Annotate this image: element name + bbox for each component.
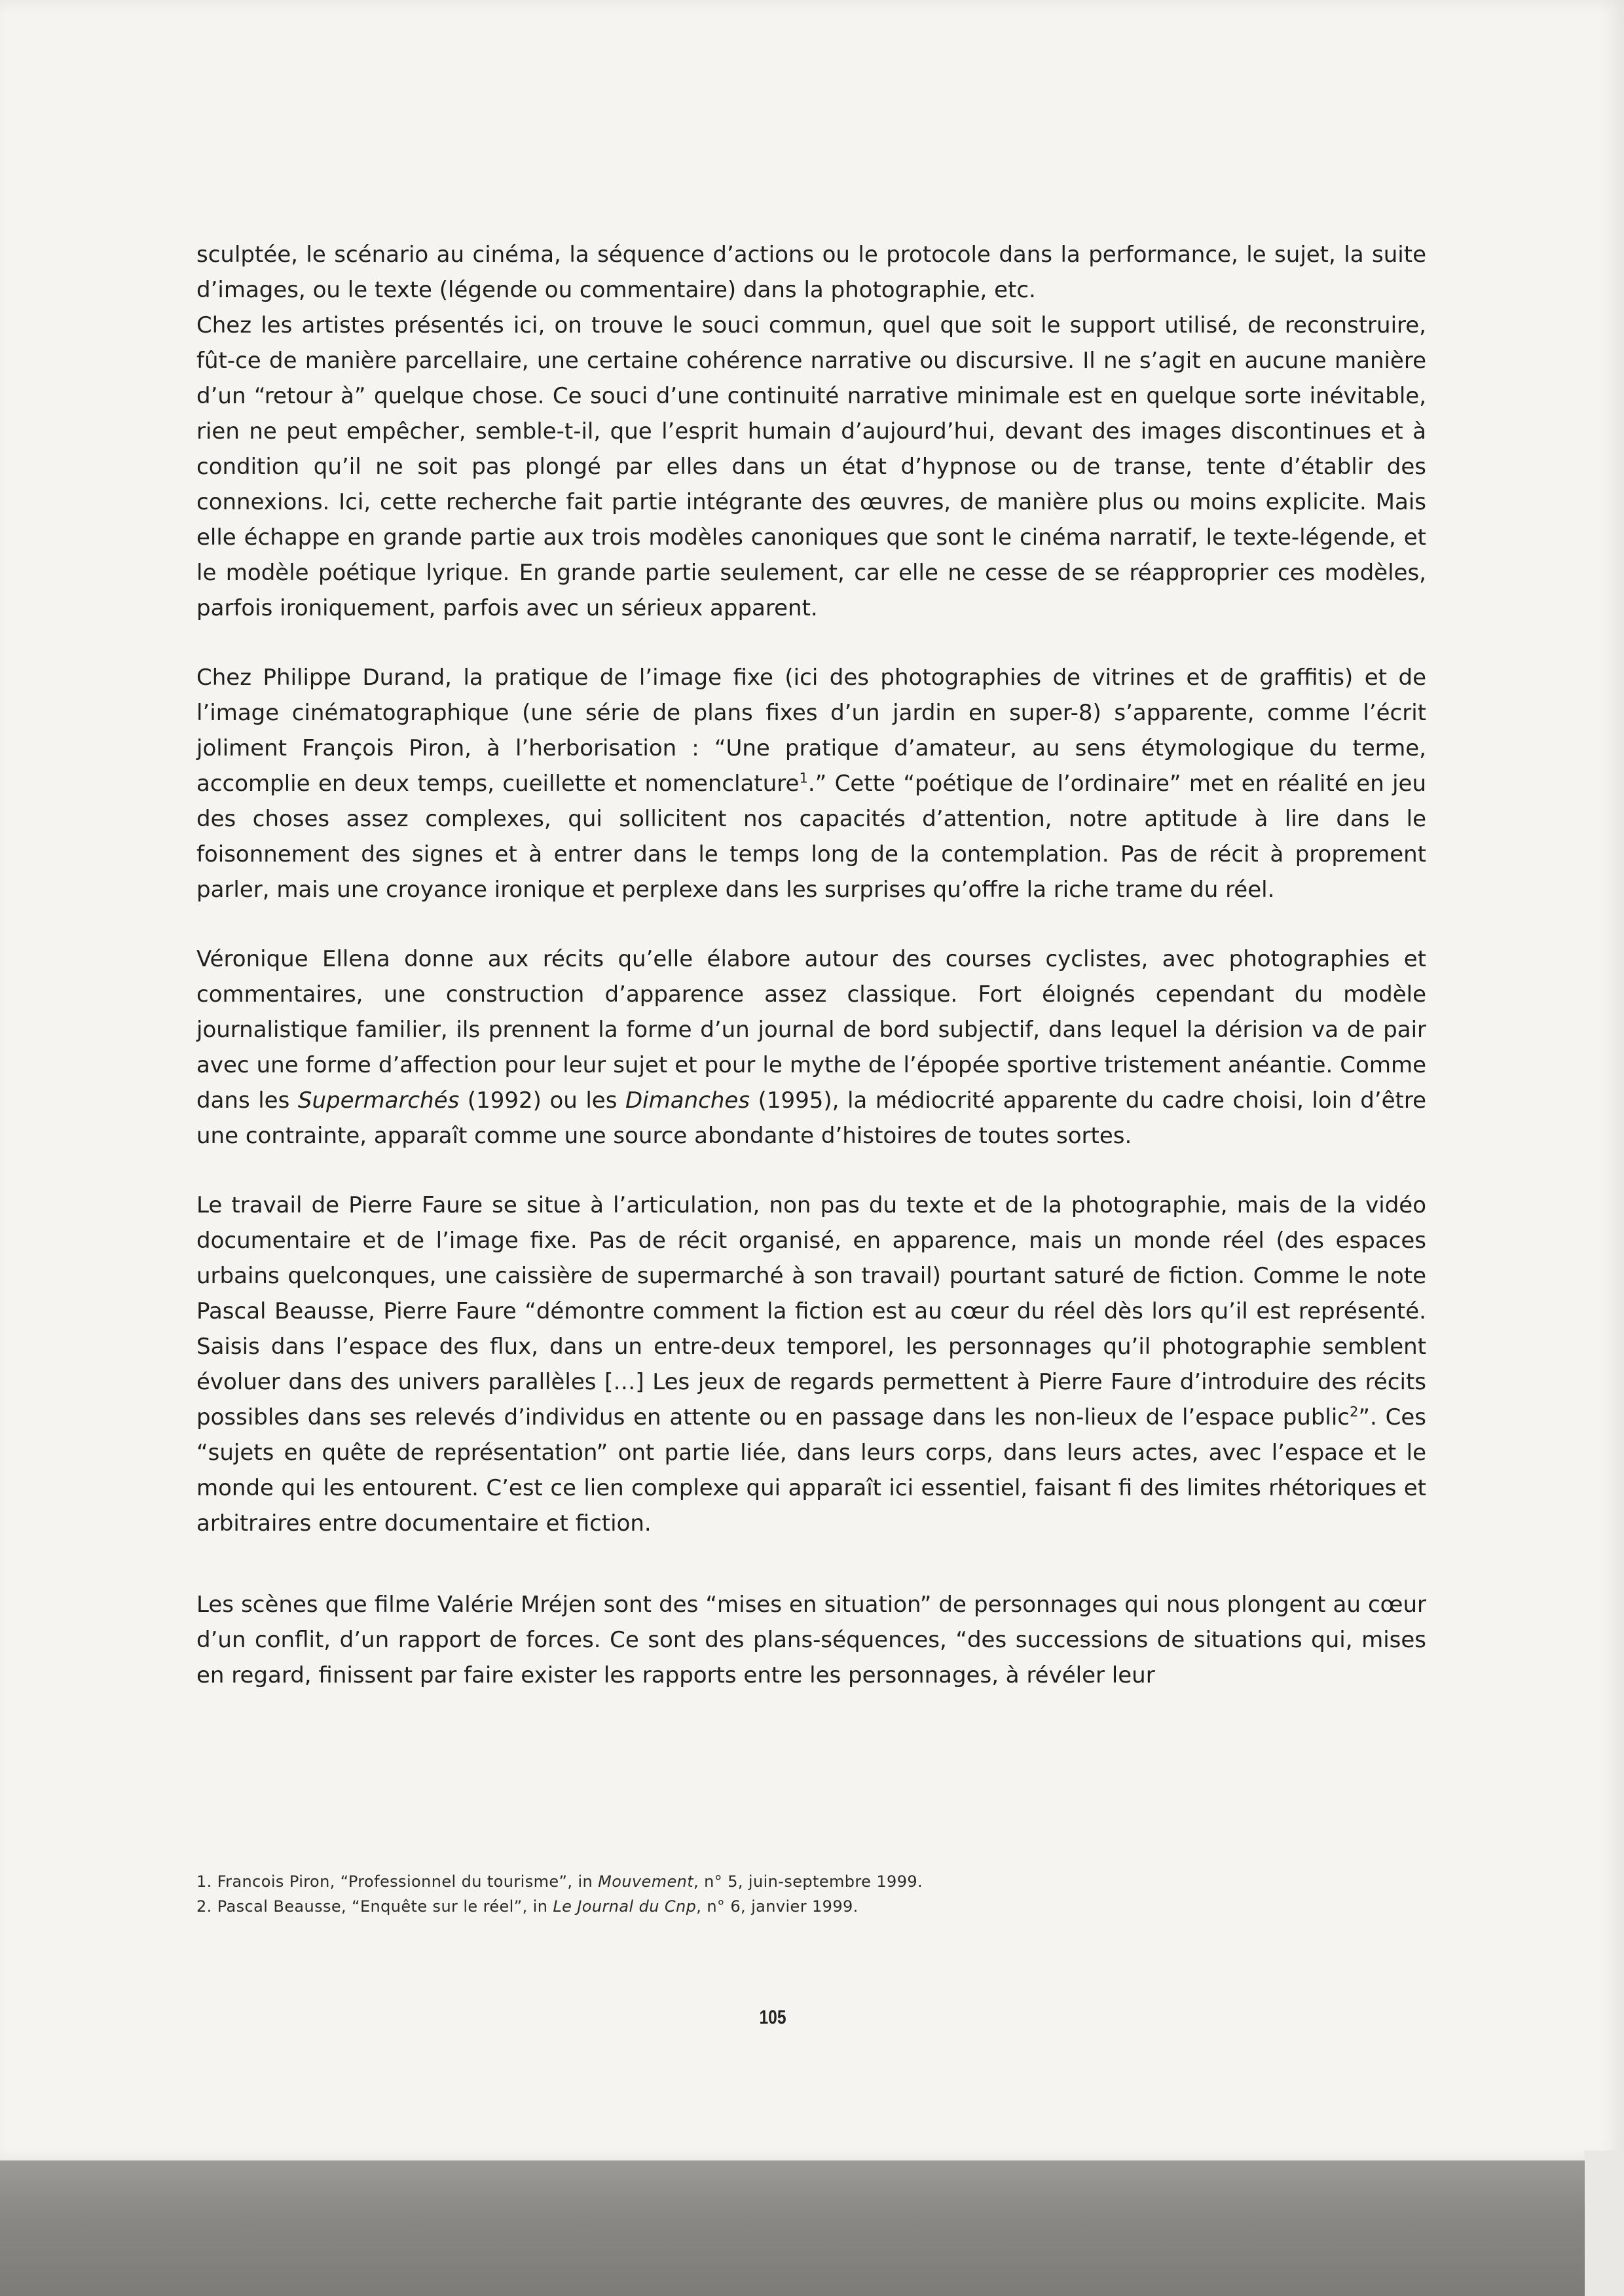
footnote-ref: 1	[799, 770, 808, 786]
paragraph-text: (1992) ou les	[459, 1087, 625, 1114]
paragraph-text: Le travail de Pierre Faure se situe à l’articulation, non pas du texte et de la photographie, mais de la vidéo documentaire et de l’image fixe. Pas de récit organisé, en apparence, mais un monde réel (des espaces urbains quelconques, une caissière de supermarché à son travail) pourtant saturé de fiction. Comme le note Pascal Beausse, Pierre Faure “démontre comment la fiction est au cœur du réel dès lors qu’il est représenté. Saisis dans l’espace des flux, dans un entre-deux temporel, les personnages qu’il photographie semblent évoluer dans des univers parallèles […] Les jeux de regards permettent à Pierre Faure d’introduire des récits possibles dans ses relevés d’individus en attente ou en passage dans les non-lieux de l’espace public	[196, 1192, 1426, 1430]
paragraph	[196, 660, 1426, 907]
footnote-text: 1. Francois Piron, “Professionnel du tourisme”, in	[196, 1872, 599, 1891]
footnote	[196, 1869, 1426, 1894]
footnote-text: 2. Pascal Beausse, “Enquête sur le réel”, in	[196, 1897, 553, 1916]
paragraph: Chez les artistes présentés ici, on trouve le souci commun, quel que soit le support utilisé, de reconstruire, fût-ce de manière parcellaire, une certaine cohérence narrative ou discursive. Il ne s’agit en aucune manière d’un “retour à” quelque chose. Ce souci d’une continuité narrative minimale est en quelque sorte inévitable, rien ne peut empêcher, semble-t-il, que l’esprit humain d’aujourd’hui, devant des images discontinues et à condition qu’il ne soit pas plongé par elles dans un état d’hypnose ou de transe, tente d’établir des connexions. Ici, cette recherche fait partie intégrante des œuvres, de manière plus ou moins explicite. Mais elle échappe en grande partie aux trois modèles canoniques que sont le cinéma narratif, le texte-légende, et le modèle poétique lyrique. En grande partie seulement, car elle ne cesse de se réapproprier ces modèles, parfois ironiquement, parfois avec un sérieux apparent.	[196, 312, 1426, 621]
scan-background	[0, 2160, 1624, 2296]
footnote-text: , n° 6, janvier 1999.	[696, 1897, 858, 1916]
paragraph-text: .” Cette “poétique de l’ordinaire” met en réalité en jeu des choses assez complexes, qui sollicitent nos capacités d’attention, notre aptitude à lire dans le foisonnement des signes et à entrer dans le temps long de la contemplation. Pas de récit à proprement parler, mais une croyance ironique et perplexe dans les surprises qu’offre la riche trame du réel.	[196, 771, 1426, 903]
paragraph-text: Véronique Ellena donne aux récits qu’elle élabore autour des courses cyclistes, avec photographies et commentaires, une construction d’apparence assez classique. Fort éloignés cependant du modèle journalistique familier, ils prennent la forme d’un journal de bord subjectif, dans lequel la dérision va de pair avec une forme d’affection pour leur sujet et pour le mythe de l’épopée sportive tristement anéantie. Comme dans les	[196, 946, 1426, 1114]
page-edge	[1585, 2151, 1624, 2296]
work-title: Dimanches	[625, 1087, 750, 1114]
paragraph	[196, 941, 1426, 1154]
footnote-ref: 2	[1350, 1404, 1359, 1420]
paragraph-text: Chez Philippe Durand, la pratique de l’image fixe (ici des photographies de vitrines et de graffitis) et de l’image cinématographique (une série de plans fixes d’un jardin en super-8) s’apparente, comme l’écrit joliment François Piron, à l’herborisation : “Une pratique d’amateur, au sens étymologique du terme, accomplie en deux temps, cueillette et nomenclature	[196, 665, 1426, 797]
footnote-text: , n° 5, juin-septembre 1999.	[693, 1872, 923, 1891]
paragraph-text: (1995), la médiocrité apparente du cadre choisi, loin d’être une contrainte, apparaît comme une source abondante d’histoires de toutes sortes.	[196, 1087, 1427, 1149]
footnotes	[196, 1869, 1426, 1919]
paragraph: sculptée, le scénario au cinéma, la séquence d’actions ou le protocole dans la performance, le sujet, la suite d’images, ou le texte (légende ou commentaire) dans la photographie, etc.	[196, 242, 1426, 303]
work-title: Supermarchés	[297, 1087, 460, 1114]
publication-title: Le Journal du Cnp	[553, 1897, 697, 1916]
paragraph-text: ”. Ces “sujets en quête de représentation” ont partie liée, dans leurs corps, dans leurs actes, avec l’espace et le monde qui les entourent. C’est ce lien complexe qui apparaît ici essentiel, faisant fi des limites rhétoriques et arbitraires entre documentaire et fiction.	[196, 1404, 1426, 1537]
page-number: 105	[759, 2007, 786, 2028]
body-text	[196, 237, 1426, 1693]
paragraph	[196, 1188, 1426, 1541]
publication-title: Mouvement	[598, 1872, 694, 1891]
footnote	[196, 1894, 1426, 1919]
paragraph: Les scènes que filme Valérie Mréjen sont des “mises en situation” de personnages qui nous plongent au cœur d’un conflit, d’un rapport de forces. Ce sont des plans-séquences, “des successions de situations qui, mises en regard, finissent par faire exister les rapports entre les personnages, à révéler leur	[196, 1592, 1426, 1688]
